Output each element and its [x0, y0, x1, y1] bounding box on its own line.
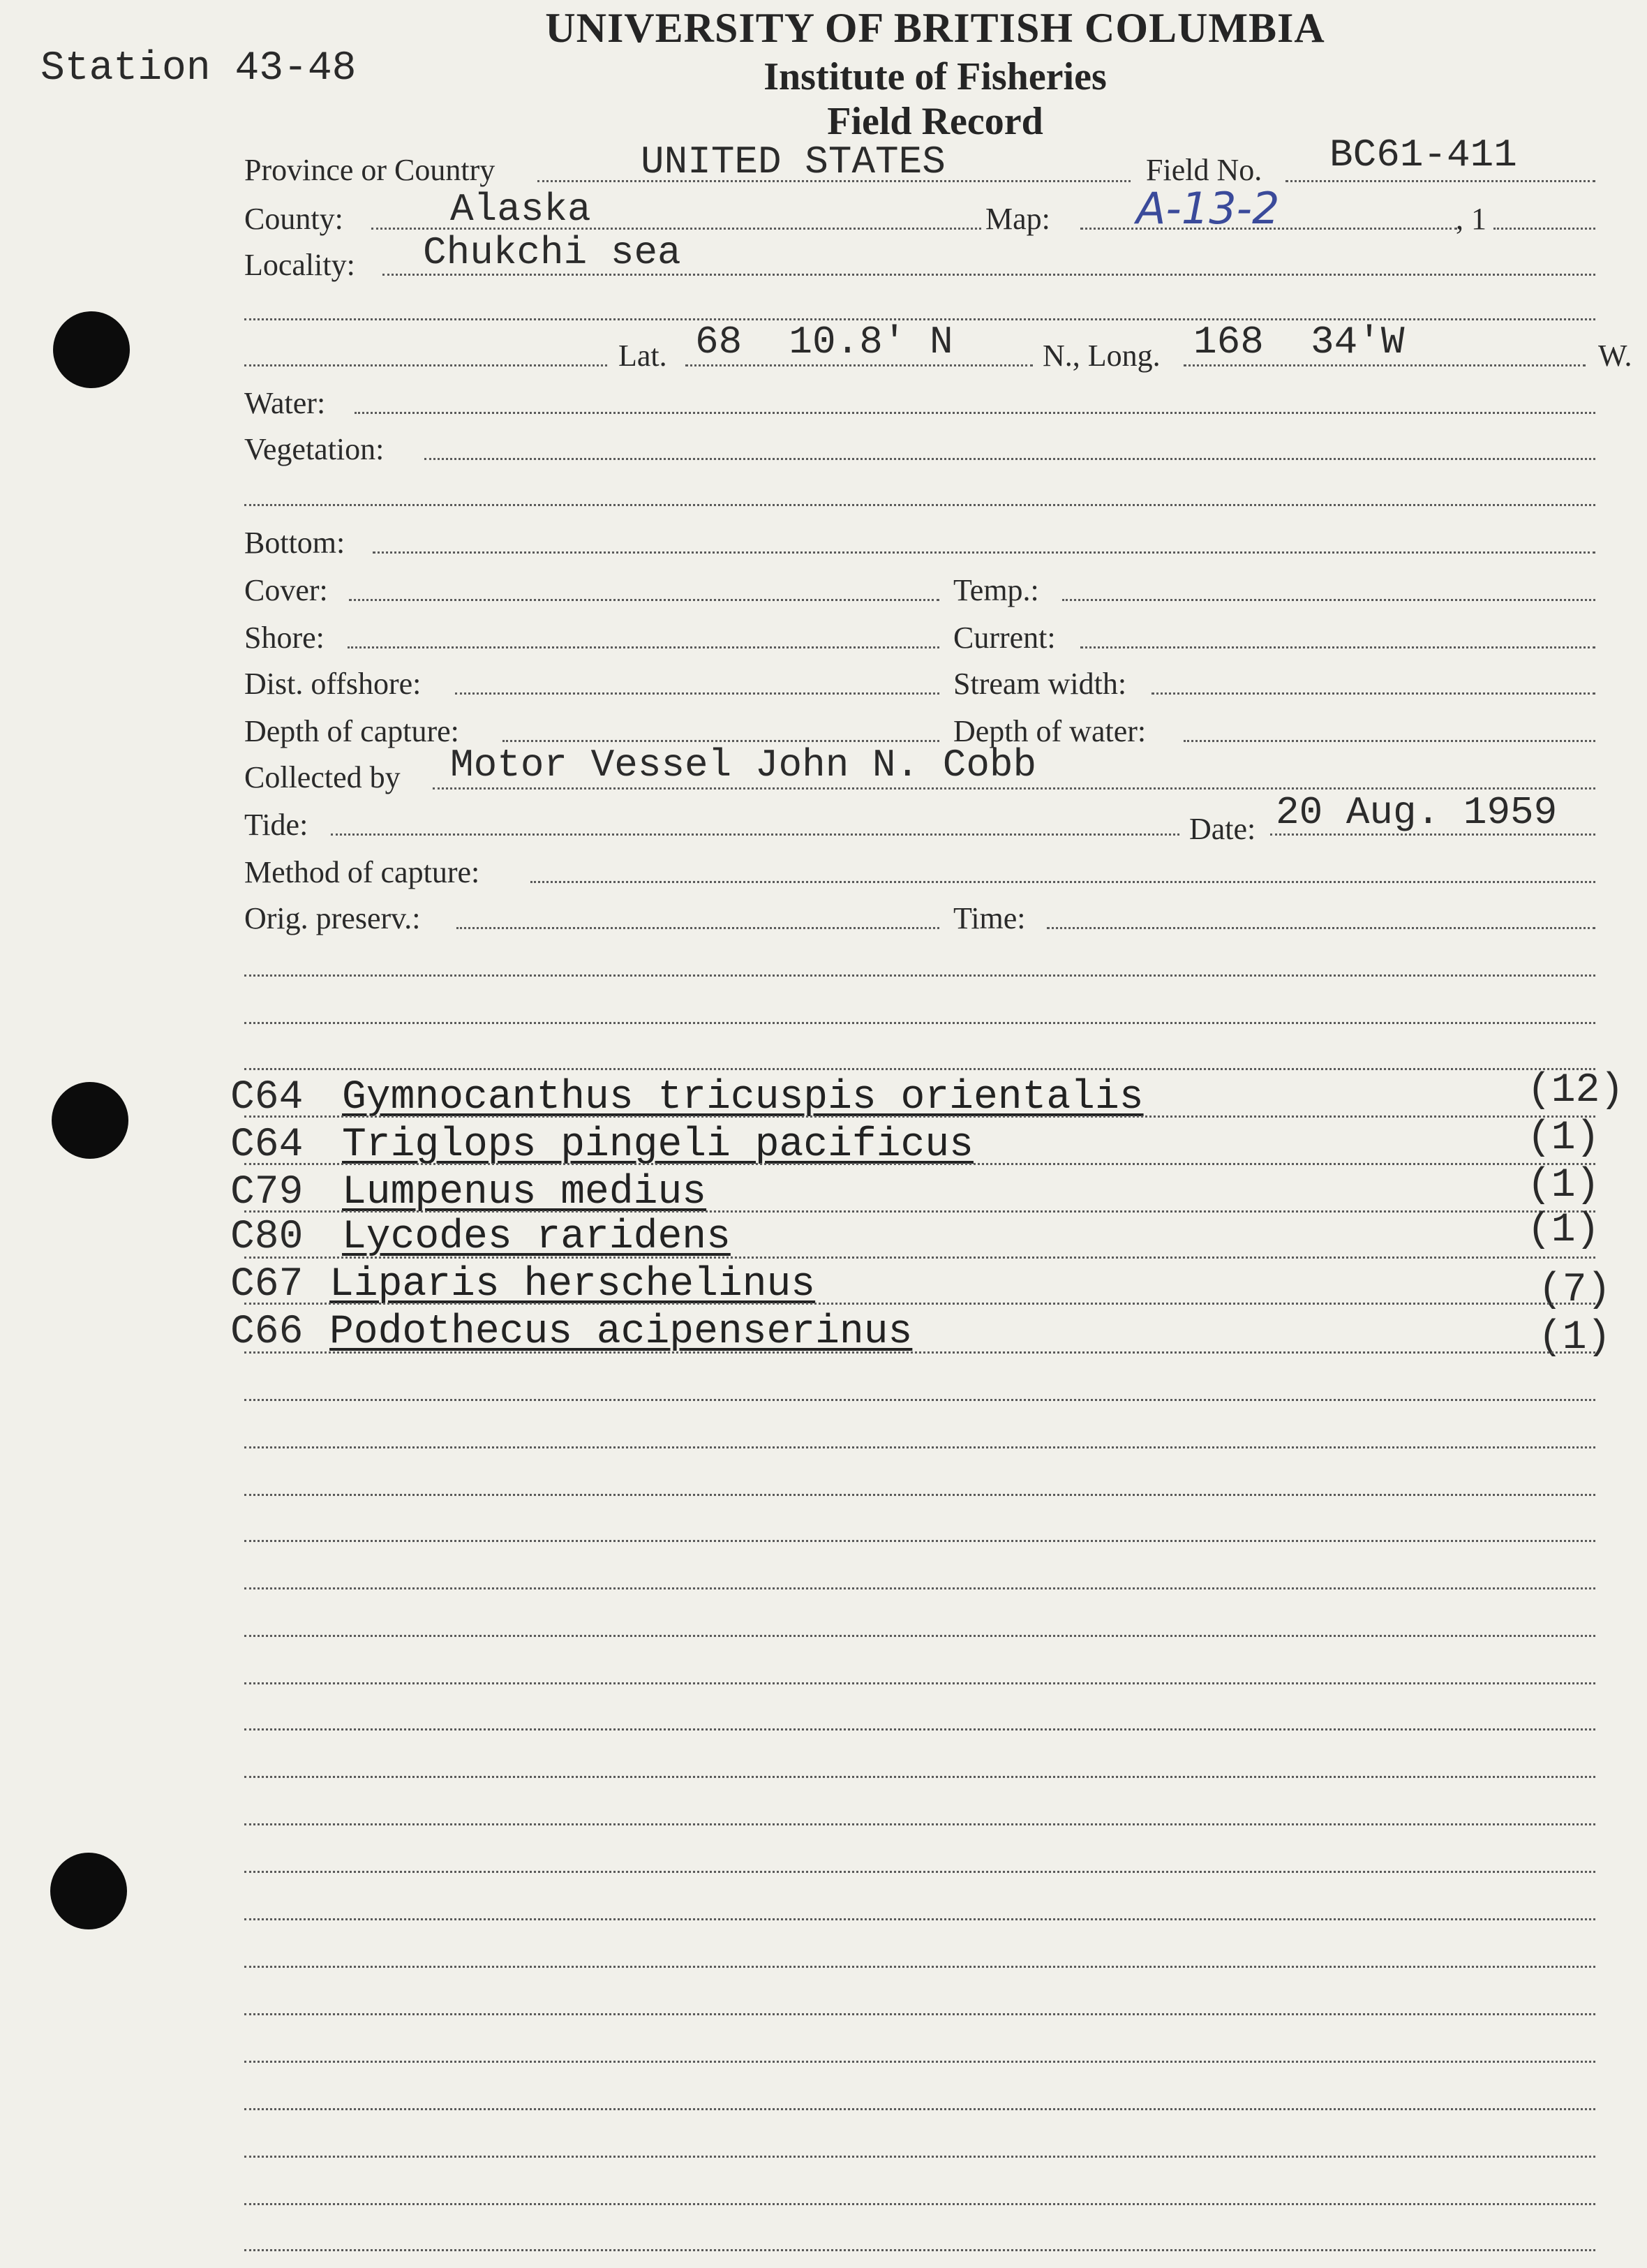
bottom-label: Bottom:	[244, 526, 345, 560]
long-value: 168 34'W	[1193, 320, 1405, 364]
ruled-line	[244, 2156, 1595, 2158]
punch-hole-bottom	[50, 1853, 127, 1929]
vegetation-line-2	[244, 504, 1595, 506]
species-count: (1)	[1527, 1116, 1600, 1161]
map-suffix: , 1	[1456, 202, 1486, 236]
method-capture-label: Method of capture:	[244, 855, 480, 889]
species-line	[244, 1210, 1595, 1213]
ruled-line	[244, 2249, 1595, 2251]
county-label: County:	[244, 202, 343, 236]
species-name: Liparis herschelinus	[329, 1262, 816, 1307]
species-line	[244, 1303, 1595, 1305]
method-capture-line	[530, 881, 1595, 883]
punch-hole-top	[53, 311, 130, 388]
species-code: C80	[230, 1215, 304, 1260]
shore-label: Shore:	[244, 621, 325, 655]
ruled-line	[244, 1446, 1595, 1448]
ruled-line	[244, 2013, 1595, 2015]
water-line	[355, 412, 1595, 414]
ruled-line	[244, 1871, 1595, 1873]
species-code: C79	[230, 1170, 304, 1215]
lat-suffix: N., Long.	[1043, 339, 1161, 373]
province-label: Province or Country	[244, 153, 495, 187]
bottom-line	[373, 551, 1595, 554]
ruled-line	[244, 1540, 1595, 1542]
species-line	[244, 1116, 1595, 1118]
province-value: UNITED STATES	[641, 140, 946, 184]
orig-preserv-label: Orig. preserv.:	[244, 901, 421, 935]
collected-by-line	[433, 787, 1595, 790]
ruled-line	[244, 1399, 1595, 1401]
long-suffix: W.	[1598, 339, 1632, 373]
species-code: C66	[230, 1310, 304, 1355]
institute-title: Institute of Fisheries	[763, 55, 1107, 98]
locality-label: Locality:	[244, 248, 355, 282]
species-name: Gymnocanthus tricuspis orientalis	[342, 1075, 1144, 1120]
dist-offshore-line	[455, 692, 939, 695]
ruled-line	[244, 1728, 1595, 1730]
county-value: Alaska	[450, 187, 591, 232]
lat-lead-line	[244, 364, 607, 366]
depth-capture-line	[502, 740, 939, 742]
depth-water-label: Depth of water:	[953, 714, 1147, 748]
species-line	[244, 1163, 1595, 1165]
depth-water-line	[1184, 740, 1595, 742]
dist-offshore-label: Dist. offshore:	[244, 667, 422, 701]
species-count: (7)	[1538, 1268, 1611, 1313]
ruled-line	[244, 974, 1595, 977]
ruled-line	[244, 1918, 1595, 1920]
cover-line	[349, 599, 939, 601]
ruled-line	[244, 1022, 1595, 1024]
ruled-line	[244, 2203, 1595, 2205]
field-no-line	[1285, 180, 1595, 182]
ruled-line	[244, 2061, 1595, 2063]
species-count: (1)	[1538, 1315, 1611, 1361]
time-line	[1047, 927, 1595, 929]
temp-label: Temp.:	[953, 573, 1039, 607]
ruled-line	[244, 1587, 1595, 1589]
stream-width-line	[1152, 692, 1595, 695]
temp-line	[1062, 599, 1595, 601]
species-name: Triglops pingeli pacificus	[342, 1122, 974, 1168]
lat-value: 68 10.8' N	[695, 320, 953, 364]
lat-line	[685, 364, 1033, 366]
long-line	[1184, 364, 1586, 366]
species-name: Lycodes raridens	[342, 1215, 731, 1260]
species-name: Lumpenus medius	[342, 1170, 707, 1215]
ruled-line	[244, 2108, 1595, 2110]
field-no-value: BC61-411	[1329, 133, 1517, 177]
ruled-line	[244, 1823, 1595, 1825]
stream-width-label: Stream width:	[953, 667, 1127, 701]
field-no-label: Field No.	[1146, 153, 1262, 187]
species-count: (12)	[1527, 1068, 1625, 1113]
species-code: C64	[230, 1122, 304, 1168]
water-label: Water:	[244, 386, 326, 420]
collected-by-label: Collected by	[244, 760, 401, 794]
date-value: 20 Aug. 1959	[1276, 790, 1558, 835]
map-value: A-13-2	[1136, 183, 1280, 234]
species-code: C67	[230, 1262, 304, 1307]
ruled-line	[244, 1635, 1595, 1637]
orig-preserv-line	[456, 927, 939, 929]
vegetation-label: Vegetation:	[244, 432, 385, 466]
species-code: C64	[230, 1075, 304, 1120]
ruled-line	[244, 1776, 1595, 1778]
locality-value: Chukchi sea	[423, 230, 681, 275]
ruled-line	[244, 1682, 1595, 1684]
lat-label: Lat.	[618, 339, 667, 373]
shore-line	[348, 646, 939, 648]
tide-line	[331, 833, 1179, 836]
species-name: Podothecus acipenserinus	[329, 1310, 913, 1355]
depth-capture-label: Depth of capture:	[244, 714, 459, 748]
map-label: Map:	[985, 202, 1050, 236]
current-line	[1080, 646, 1595, 648]
species-line	[244, 1257, 1595, 1259]
collected-by-value: Motor Vessel John N. Cobb	[450, 743, 1037, 787]
ruled-line	[244, 1966, 1595, 1968]
punch-hole-middle	[52, 1082, 128, 1159]
current-label: Current:	[953, 621, 1056, 655]
vegetation-line	[424, 458, 1595, 460]
species-line	[244, 1351, 1595, 1354]
map-suffix-line	[1493, 228, 1595, 230]
ruled-line	[244, 1494, 1595, 1496]
ruled-line	[244, 1068, 1595, 1070]
date-label: Date:	[1189, 812, 1256, 846]
species-count: (1)	[1527, 1208, 1600, 1253]
cover-label: Cover:	[244, 573, 328, 607]
form-title: Field Record	[827, 100, 1043, 143]
tide-label: Tide:	[244, 808, 308, 842]
university-title: UNIVERSITY OF BRITISH COLUMBIA	[545, 5, 1325, 51]
time-label: Time:	[953, 901, 1026, 935]
station-number: Station 43-48	[40, 46, 357, 91]
species-count: (1)	[1527, 1163, 1600, 1208]
